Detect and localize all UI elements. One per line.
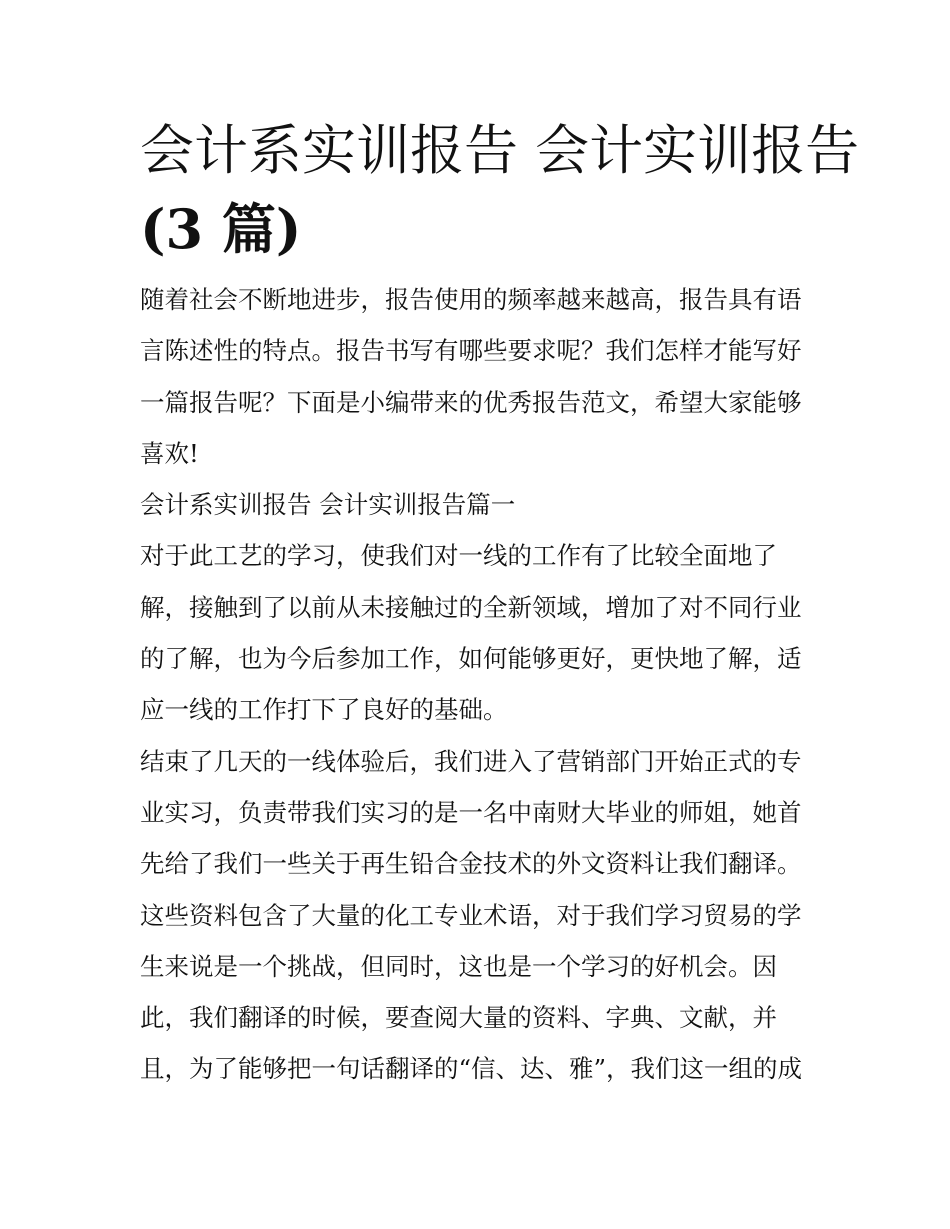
title-line-2: (3 篇) xyxy=(140,197,302,261)
paragraph-line: 生来说是一个挑战，但同时，这也是一个学习的好机会。因 xyxy=(140,951,777,981)
intro-line: 言陈述性的特点。报告书写有哪些要求呢？我们怎样才能写好 xyxy=(140,336,802,366)
paragraph-line: 对于此工艺的学习，使我们对一线的工作有了比较全面地了 xyxy=(140,541,777,571)
section-heading: 会计系实训报告 会计实训报告篇一 xyxy=(140,490,516,520)
paragraph-line: 应一线的工作打下了良好的基础。 xyxy=(140,695,508,725)
paragraph-line: 结束了几天的一线体验后，我们进入了营销部门开始正式的专 xyxy=(140,746,802,776)
paragraph-line: 的了解，也为今后参加工作，如何能够更好，更快地了解，适 xyxy=(140,644,802,674)
paragraph-line: 解，接触到了以前从未接触过的全新领域，增加了对不同行业 xyxy=(140,592,802,622)
document-body xyxy=(140,274,830,1095)
intro-line: 喜欢! xyxy=(140,438,199,468)
paragraph-line: 此，我们翻译的时候，要查阅大量的资料、字典、文献，并 xyxy=(140,1003,777,1033)
title-line-1: 会计系实训报告 会计实训报告 xyxy=(140,119,860,182)
paragraph-line: 先给了我们一些关于再生铅合金技术的外文资料让我们翻译。 xyxy=(140,849,802,879)
paragraph-line: 业实习，负责带我们实习的是一名中南财大毕业的师姐，她首 xyxy=(140,797,802,827)
document-title xyxy=(140,112,860,268)
paragraph-line: 且，为了能够把一句话翻译的“信、达、雅”，我们这一组的成 xyxy=(140,1054,803,1084)
intro-line: 随着社会不断地进步，报告使用的频率越来越高，报告具有语 xyxy=(140,285,802,314)
paragraph-line: 这些资料包含了大量的化工专业术语，对于我们学习贸易的学 xyxy=(140,900,802,930)
intro-line: 一篇报告呢？下面是小编带来的优秀报告范文，希望大家能够 xyxy=(140,387,802,417)
